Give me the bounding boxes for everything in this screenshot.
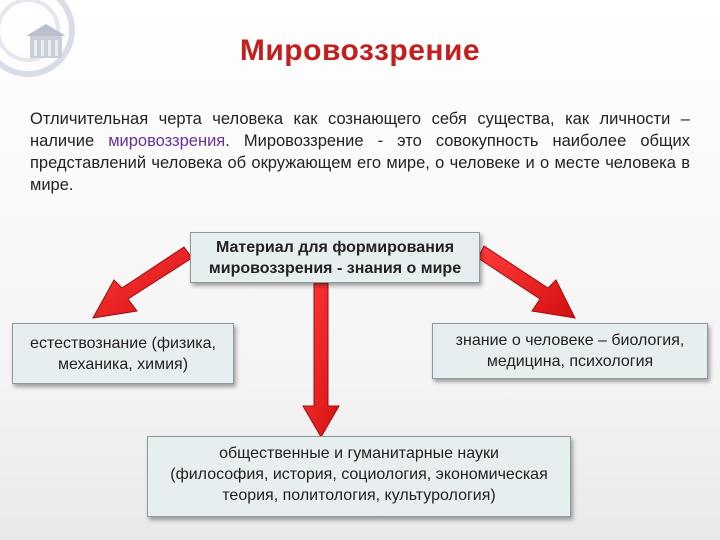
arrow-to-right: [478, 246, 575, 318]
box-worldview-material: [190, 232, 480, 283]
intro-text-2: . Мировоззрение - это совокупность наиболее общих представлений человека об окружающем его мире, о человеке и о месте человека в мире.: [30, 132, 690, 194]
box-center-line2: мировоззрения - знания о мире: [208, 260, 462, 277]
box-human-knowledge: [432, 323, 708, 379]
slide-title: Мировоззрение: [239, 34, 481, 67]
arrow-to-bottom: [303, 283, 339, 437]
box-natural-science: [12, 323, 234, 384]
box-right-line2: медицина, психология: [486, 353, 654, 370]
arrow-to-left: [93, 247, 192, 318]
intro-text-1: Отличительная черта человека как сознающего себя существа, как личности – наличие: [30, 110, 690, 150]
box-right-line1: знание о человеке – биология,: [455, 332, 685, 349]
box-center-line1: Материал для формирования: [215, 239, 455, 256]
box-bottom-line1: общественные и гуманитарные науки: [219, 445, 499, 462]
box-bottom-line2: (философия, история, социология, экономическая: [170, 466, 548, 483]
box-left-line2: механика, химия): [57, 356, 189, 373]
intro-highlight: мировоззрения: [108, 132, 226, 150]
box-humanities: [147, 436, 571, 517]
box-bottom-line3: теория, политология, культурология): [222, 487, 496, 504]
box-left-line1: естествознание (физика,: [30, 335, 216, 352]
